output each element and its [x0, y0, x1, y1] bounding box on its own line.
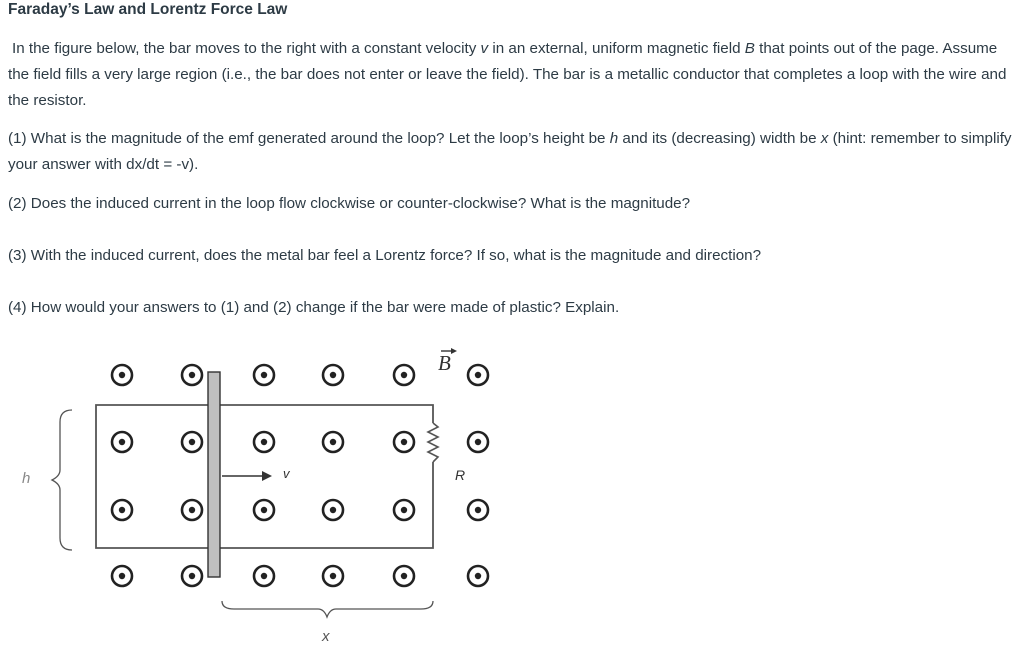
field-out-of-page-symbol — [394, 432, 414, 452]
field-label: B — [438, 351, 451, 375]
velocity-label: v — [283, 466, 290, 481]
intro-text-2: in an external, uniform magnetic field — [488, 40, 745, 57]
circuit-figure — [0, 330, 520, 655]
field-out-of-page-symbol — [468, 566, 488, 586]
field-out-of-page-symbol — [182, 432, 202, 452]
q1-text-3: (hint: remember to simplify your answer with dx/dt = -v). — [8, 130, 1012, 173]
field-out-of-page-symbol — [394, 566, 414, 586]
field-out-of-page-symbol — [323, 566, 343, 586]
q1-h-symbol: h — [609, 130, 619, 147]
question-1 — [8, 126, 1013, 178]
field-out-of-page-symbol — [112, 365, 132, 385]
question-2: (2) Does the induced current in the loop flow clockwise or counter-clockwise? What is the magnitude? — [8, 195, 691, 212]
question-3: (3) With the induced current, does the metal bar feel a Lorentz force? If so, what is the magnitude and direction? — [8, 247, 762, 264]
field-out-of-page-symbol — [182, 365, 202, 385]
field-out-of-page-symbol — [112, 566, 132, 586]
q1-text-2: and its (decreasing) width be — [618, 130, 821, 147]
field-out-of-page-symbol — [182, 566, 202, 586]
intro-text-3: that points out of the page. Assume the field fills a very large region (i.e., the bar does not enter or leave the field). The bar is a metallic conductor that completes a loop with the wire and the resistor. — [8, 40, 1007, 109]
intro-text-1: In the figure below, the bar moves to the right with a constant velocity — [12, 40, 481, 57]
intro-v-symbol: v — [480, 40, 489, 57]
question-4: (4) How would your answers to (1) and (2) change if the bar were made of plastic? Explain. — [8, 299, 620, 316]
intro-paragraph — [8, 36, 1013, 114]
field-out-of-page-symbol — [323, 365, 343, 385]
field-out-of-page-symbol — [394, 365, 414, 385]
page-title: Faraday’s Law and Lorentz Force Law — [8, 1, 288, 18]
q1-x-symbol: x — [820, 130, 829, 147]
field-out-of-page-symbol — [112, 500, 132, 520]
width-brace — [222, 601, 433, 617]
intro-b-symbol: B — [744, 40, 755, 57]
field-out-of-page-symbol — [323, 432, 343, 452]
width-label: x — [322, 628, 330, 645]
resistor-label: R — [455, 467, 466, 483]
metal-bar — [208, 372, 220, 577]
velocity-arrowhead — [262, 471, 272, 481]
field-out-of-page-symbol — [468, 500, 488, 520]
field-out-of-page-symbol — [254, 432, 274, 452]
q1-text-1: (1) What is the magnitude of the emf generated around the loop? Let the loop’s height be — [8, 130, 610, 147]
field-out-of-page-symbol — [254, 500, 274, 520]
field-out-of-page-symbol — [254, 566, 274, 586]
field-out-of-page-symbol — [468, 365, 488, 385]
field-out-of-page-symbol — [323, 500, 343, 520]
field-out-of-page-symbol — [254, 365, 274, 385]
height-brace — [52, 410, 72, 550]
field-out-of-page-symbol — [182, 500, 202, 520]
field-symbols — [112, 365, 488, 586]
height-label: h — [22, 470, 31, 487]
field-out-of-page-symbol — [468, 432, 488, 452]
field-out-of-page-symbol — [394, 500, 414, 520]
field-out-of-page-symbol — [112, 432, 132, 452]
resistor-symbol — [428, 423, 438, 462]
